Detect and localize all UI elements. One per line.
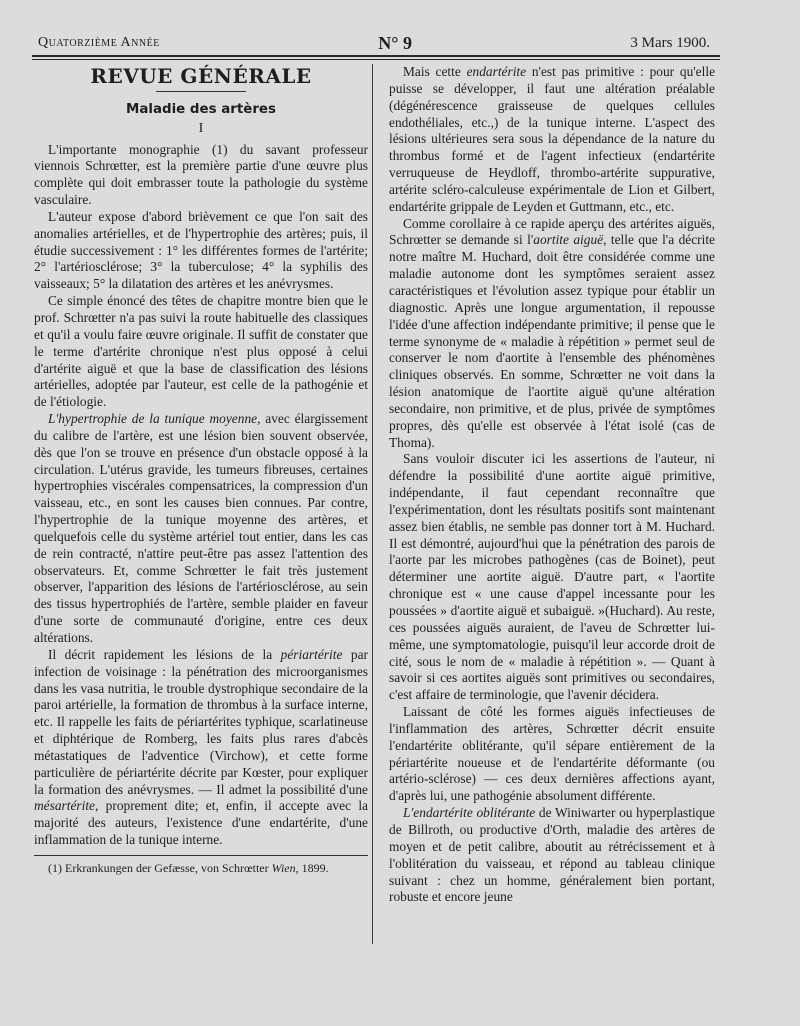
- emphasis: L'hypertrophie de la tunique moyenne: [48, 411, 258, 427]
- paragraph: Laissant de côté les formes aiguës infectieuses de l'inflammation des artères, Schrœtter décrit ensuite l'endartérite oblitérante, qu'il sépare entièrement de la périartérite noueuse et de l'endartérite déformante (ou artério-sclérose) — ces deux dernières affections ayant, d'après lui, une pathogénie absolument différente.: [389, 704, 715, 804]
- footnote-text: , 1899.: [295, 860, 329, 875]
- running-header: [38, 28, 710, 58]
- footnote-rule: [34, 855, 368, 856]
- paragraph: Ce simple énoncé des têtes de chapitre montre bien que le prof. Schrœtter n'a pas suivi la route habituelle des classiques et qu'il a voulu faire œuvre originale. Il suffit de constater que le terme d'artérite chronique n'est plus opposé à celui d'artérite aiguë et que la base de classification des lésions artérielles, adoptée par l'auteur, est celle de la pathogénie et de l'étiologie.: [34, 293, 368, 410]
- paragraph: L'auteur expose d'abord brièvement ce que l'on sait des anomalies artérielles, et de l'hypertrophie des artères; puis, il étudie successivement : 1° les différentes formes de l'artérite; 2° l'artériosclérose; 3° la tuberculose; 4° la syphilis des vaisseaux; 5° la dilatation des artères et les anévrysmes.: [34, 208, 368, 292]
- paragraph-text: , proprement dite; et, enfin, il accepte avec la majorité des auteurs, l'existence d'une endartérite, d'une inflammation de la tunique interne.: [34, 798, 368, 848]
- emphasis: Wien: [271, 860, 296, 875]
- header-date: 3 Mars 1900.: [630, 34, 710, 51]
- paragraph-text: Mais cette: [403, 64, 467, 79]
- paragraph: [389, 216, 715, 452]
- paragraph-text: Comme corollaire à ce rapide aperçu des artérites aiguës, Schrœtter se demande si l': [389, 215, 715, 248]
- header-issue-number: N° 9: [378, 32, 412, 53]
- paragraph-text: de Winiwarter ou hyperplastique de Billroth, ou productive d'Orth, maladie des artères de moyen et de petit calibre, aboutit au rétrécissement et à l'oblitération du vaisseau, et répond au tableau clinique suivant : chez un homme, généralement bien portant, robuste et encore jeune: [389, 805, 715, 905]
- column-divider: [372, 64, 373, 944]
- header-year: Quatorzième Année: [38, 35, 160, 50]
- emphasis: mésartérite: [34, 798, 95, 814]
- footnote-text: (1) Erkrankungen der Gefæsse, von Schrœtter: [48, 860, 272, 875]
- paragraph-text: , telle que l'a décrite notre maître M. Huchard, doit être considérée comme une maladie autonome dont les symptômes seraient assez caractéristiques et l'évolution assez typique pour établir un diagnostic. Après une longue argumentation, il repousse l'idée d'une affection indépendante primitive; il pense que le terme synonyme de « maladie à répétition » permet seul de conserver le nom d'aortite à l'ensemble des phénomènes cliniques observés. En somme, Schrœtter ne voit dans la lésion anatomique de l'aortite aiguë qu'une altération secondaire, non primitive, et de plus, privée de symptômes propres, dès qu'elle est observée à l'état isolé (cas de Thoma).: [389, 232, 715, 450]
- header-rule-thick: [32, 55, 720, 57]
- paragraph: [34, 647, 368, 849]
- paragraph: [389, 64, 715, 216]
- emphasis: périartérite: [280, 646, 343, 662]
- paragraph-text: , avec élargissement du calibre de l'artère, est une lésion bien souvent observée, dès que l'on se trouve en présence d'un obstacle opposé à la circulation. L'utérus gravide, les tumeurs fibreuses, certaines hypertrophies viscérales compensatrices, la compression d'un vaisseau, etc., en sont les causes bien connues. Par contre, l'hypertrophie de la tunique moyenne des artères, et quelquefois celle du système artériel tout entier, dans les cas de rein contracté, n'attire peut-être pas assez l'attention des observateurs. Et, comme Schrœtter le fait très justement observer, l'apparition des lésions de l'artériosclérose, au sein des tissus hypertrophiés de l'artère, semble plaider en faveur d'une sorte de communauté d'origine, entre ces deux altérations.: [34, 411, 368, 645]
- paragraph-text: par infection de voisinage : la pénétration des microorganismes dans les vasa nutritia, le trouble dystrophique secondaire de la paroi artérielle, la formation de thrombus à la surface interne, etc. Il rappelle les faits de périartérites typhique, scarlatineuse et diphtérique de Romberg, les faits plus rares d'abcès métastatiques de l'adventice (Virchow), et cette forme particulière de périartérite décrite par Kœster, pour expliquer la formation des anévrysmes. — Il admet la possibilité d'une: [34, 646, 369, 797]
- paragraph-text: Il décrit rapidement les lésions de la: [48, 646, 281, 662]
- left-column: [34, 64, 368, 876]
- paragraph: [34, 411, 368, 647]
- title-rule: [156, 91, 246, 92]
- header-rule-thin: [32, 59, 720, 60]
- emphasis: L'endartérite oblitérante: [403, 805, 536, 821]
- paragraph: Sans vouloir discuter ici les assertions de l'auteur, ni défendre la possibilité d'une aortite aiguë primitive, indépendante, il faut cependant reconnaître que l'expérimentation, dont les résultats positifs sont maintenant assez bien établis, ne semble pas donner tort à M. Huchard. Il est démontré, aujourd'hui que la pénétration des parois de l'aorte par les microbes pathogènes (cas de Boinet), peut déterminer une aortite aiguë. D'autre part, « l'aortite chronique est « une cause d'appel incessante pour les poussées » d'aortite aiguë et subaiguë. »(Huchard). Au reste, ces poussées aiguës auraient, de l'aveu de Schrœtter lui-même, une symptomatologie, puisqu'il leur accorde droit de cité, sous le nom de « maladie à répétition ». — Quant à savoir si ces aortites aiguës sont primitives ou secondaires, c'est affaire de terminologie, que l'avenir décidera.: [389, 451, 715, 703]
- footnote: [34, 861, 368, 876]
- paragraph: [389, 805, 715, 906]
- paragraph-text: n'est pas primitive : pour qu'elle puisse se développer, il faut une altération préalable (dégénérescence graisseuse de quelques cellules endothéliales, etc.,) de la tunique interne. L'aspect des lésions ultérieures sera sous la dépendance de la nature du thrombus formé et de l'agent infectieux (endartérite verruqueuse de Heydloff, thrombo-artérite suppurative, artérite scléro-calculeuse expérimentale de Lion et Gilbert, endartérite grippale de Leyden et Guttmann, etc., etc.: [389, 64, 716, 214]
- paragraph: L'importante monographie (1) du savant professeur viennois Schrœtter, est la première partie d'une œuvre plus complète qui doit embrasser toute la pathologie du système vasculaire.: [34, 141, 368, 208]
- right-column: [389, 64, 715, 906]
- article-subtitle: Maladie des artères: [126, 101, 276, 117]
- emphasis: aortite aiguë: [533, 232, 604, 248]
- emphasis: endartérite: [466, 64, 527, 79]
- article-title: REVUE GÉNÉRALE: [90, 64, 312, 88]
- section-numeral: I: [198, 120, 204, 136]
